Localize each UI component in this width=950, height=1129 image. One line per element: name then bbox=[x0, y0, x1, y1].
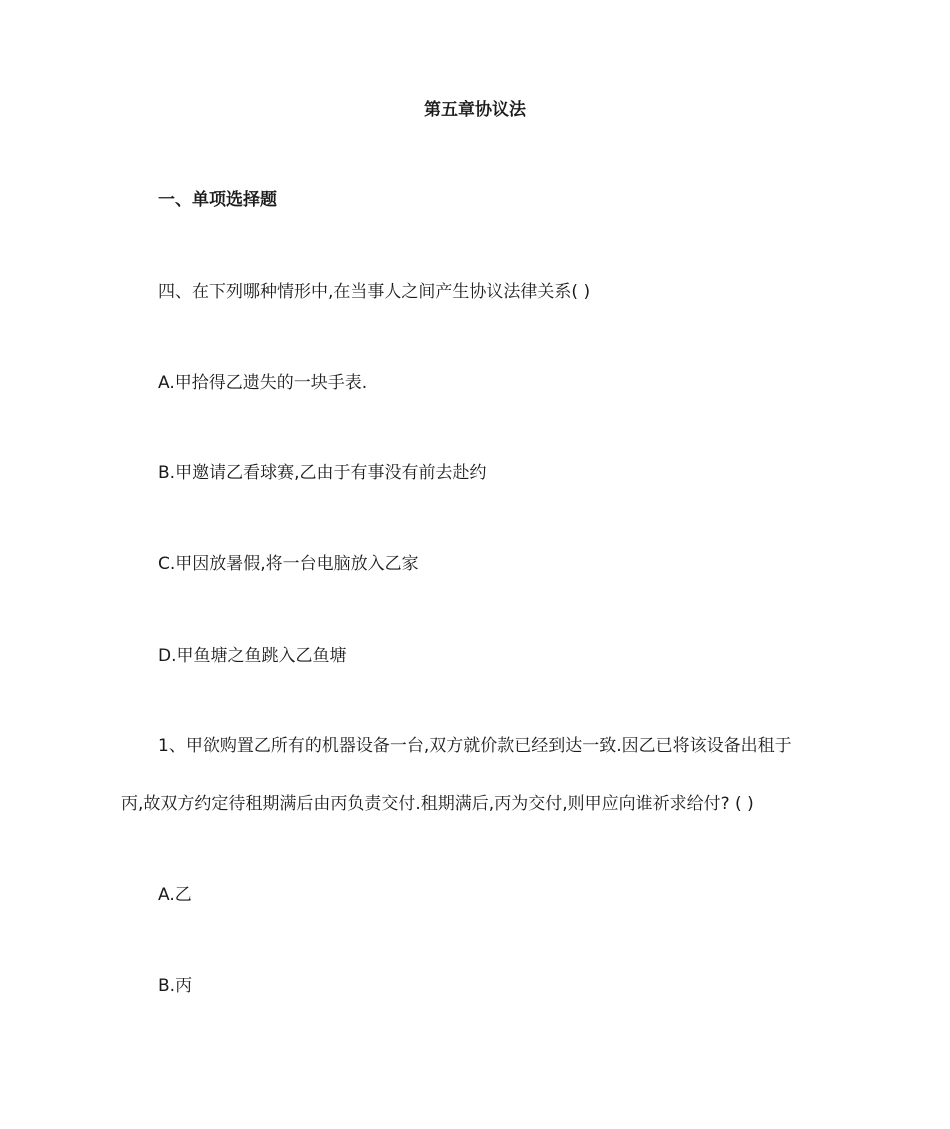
question-1-option-b: B.丙 bbox=[158, 976, 193, 996]
section-heading: 一、单项选择题 bbox=[158, 190, 277, 210]
question-1-stem-line2: 丙,故双方约定待租期满后由丙负责交付.租期满后,丙为交付,则甲应向谁祈求给付? ( ) bbox=[121, 794, 754, 814]
question-4-option-d: D.甲鱼塘之鱼跳入乙鱼塘 bbox=[158, 646, 347, 666]
question-1-stem-line1: 1、甲欲购置乙所有的机器设备一台,双方就价款已经到达一致.因乙已将该设备出租于 bbox=[158, 736, 792, 756]
question-1-option-a: A.乙 bbox=[158, 885, 192, 905]
question-4-stem: 四、在下列哪种情形中,在当事人之间产生协议法律关系( ) bbox=[158, 282, 591, 302]
question-4-option-b: B.甲邀请乙看球赛,乙由于有事没有前去赴约 bbox=[158, 463, 487, 483]
question-4-option-c: C.甲因放暑假,将一台电脑放入乙家 bbox=[158, 554, 419, 574]
question-4-option-a: A.甲拾得乙遗失的一块手表. bbox=[158, 373, 368, 393]
chapter-title: 第五章协议法 bbox=[424, 100, 526, 120]
